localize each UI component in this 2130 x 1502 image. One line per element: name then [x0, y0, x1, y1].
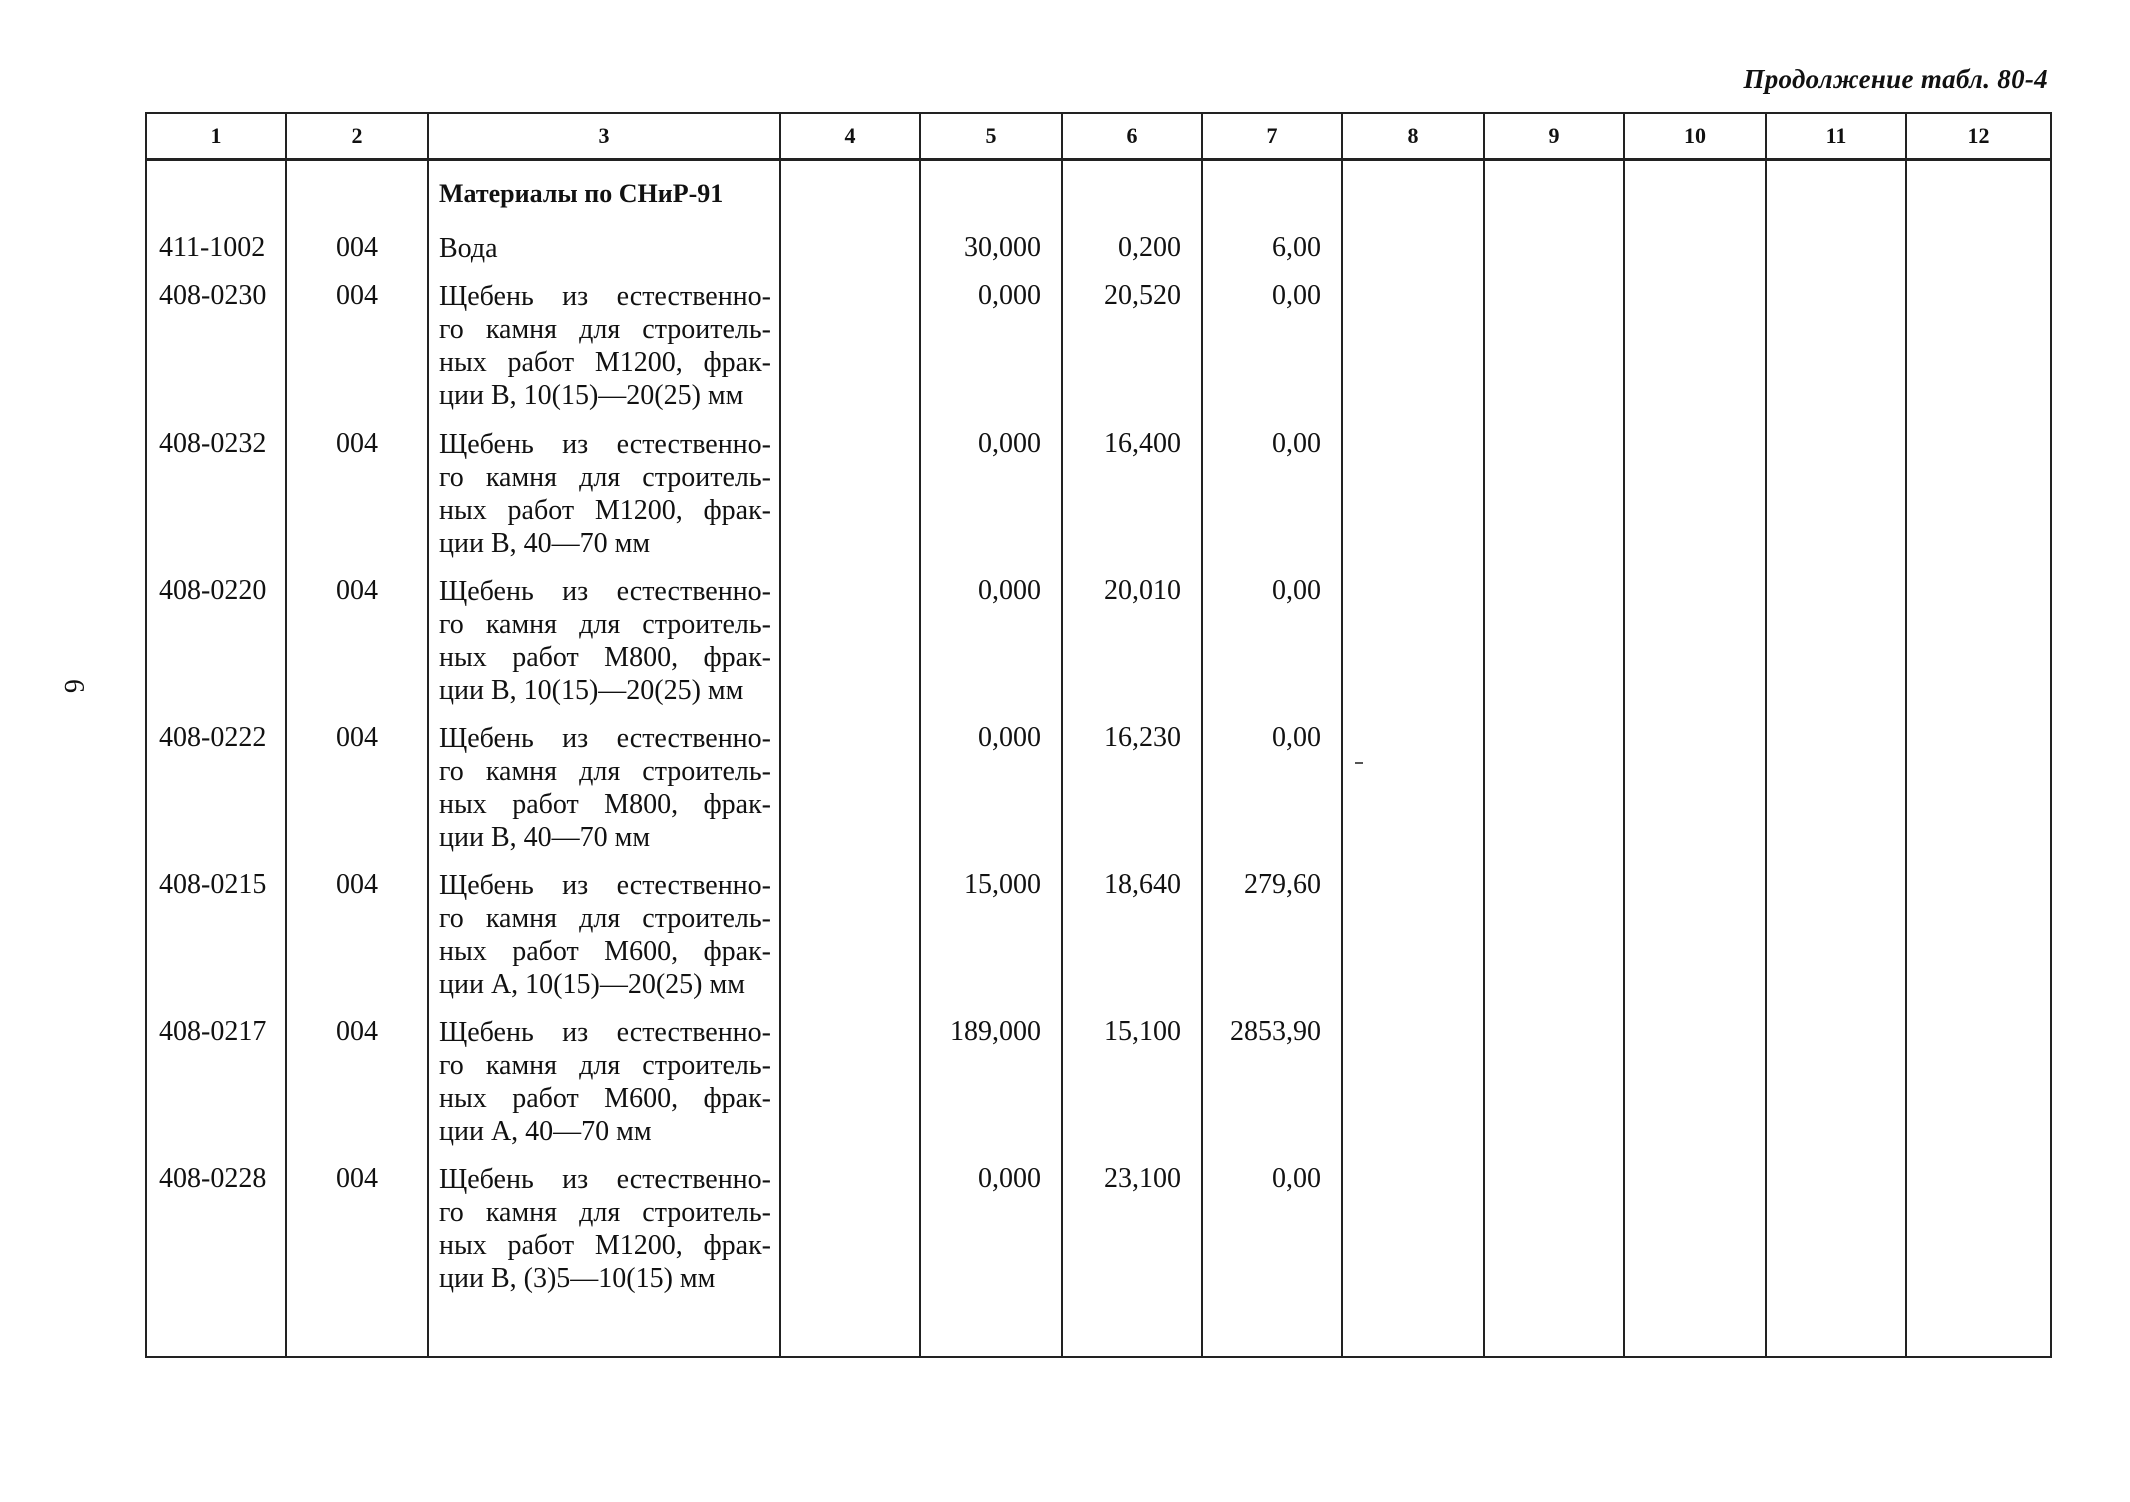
- column-number: 4: [780, 113, 920, 160]
- column-11-cell: [1766, 220, 1906, 268]
- material-name-line: ции В, 40—70 мм: [439, 821, 651, 853]
- unit-code-cell: 004: [286, 1151, 428, 1357]
- column-10-cell: [1624, 710, 1766, 857]
- column-8-cell: [1342, 416, 1484, 563]
- material-name-cell: [428, 268, 780, 415]
- material-name-line: го камня для строитель-: [439, 1197, 771, 1229]
- column-8-cell: [1342, 710, 1484, 857]
- column-6-value: 18,640: [1062, 857, 1202, 1004]
- column-number: 11: [1766, 113, 1906, 160]
- scan-mark: [1355, 762, 1363, 764]
- resource-code-cell: 408-0217: [146, 1004, 286, 1151]
- unit-code-cell: 004: [286, 857, 428, 1004]
- column-9-cell: [1484, 268, 1624, 415]
- resource-code-cell: 408-0232: [146, 416, 286, 563]
- column-number-header-row: [146, 113, 2051, 160]
- section-title: Материалы по СНиР-91: [428, 160, 780, 220]
- column-number: 12: [1906, 113, 2051, 160]
- material-name-line: го камня для строитель-: [439, 461, 771, 493]
- material-name-line: ции В, (3)5—10(15) мм: [439, 1263, 716, 1295]
- material-name-line: го камня для строитель-: [439, 314, 771, 346]
- material-name-line: Щебень из естественно-: [439, 1017, 771, 1049]
- column-7-value: 6,00: [1202, 220, 1342, 268]
- column-5-value: 0,000: [920, 1151, 1062, 1357]
- column-8-cell: [1342, 220, 1484, 268]
- column-6-value: 20,520: [1062, 268, 1202, 415]
- unit-code-cell: 004: [286, 710, 428, 857]
- table-continuation-caption: Продолжение табл. 80-4: [1743, 64, 2048, 94]
- material-name-line: ных работ М1200, фрак-: [439, 347, 771, 379]
- material-name-cell: [428, 416, 780, 563]
- column-6-value: 16,400: [1062, 416, 1202, 563]
- column-10-cell: [1624, 1151, 1766, 1357]
- table-row: [146, 416, 2051, 563]
- column-10-cell: [1624, 857, 1766, 1004]
- column-11-cell: [1766, 563, 1906, 710]
- column-9-cell: [1484, 1151, 1624, 1357]
- column-4-cell: [780, 268, 920, 415]
- material-name-line: ных работ М1200, фрак-: [439, 1230, 771, 1262]
- column-10-cell: [1624, 1004, 1766, 1151]
- column-6-value: 23,100: [1062, 1151, 1202, 1357]
- column-4-cell: [780, 563, 920, 710]
- column-9-cell: [1484, 416, 1624, 563]
- material-name-line: Щебень из естественно-: [439, 1164, 771, 1196]
- column-10-cell: [1624, 563, 1766, 710]
- column-6-value: 0,200: [1062, 220, 1202, 268]
- material-name-cell: [428, 710, 780, 857]
- material-name-line: го камня для строитель-: [439, 1050, 771, 1082]
- column-9-cell: [1484, 1004, 1624, 1151]
- column-7-value: 0,00: [1202, 1151, 1342, 1357]
- table-body: [146, 160, 2051, 1358]
- column-12-cell: [1906, 220, 2051, 268]
- resource-code-cell: 408-0215: [146, 857, 286, 1004]
- material-name-line: ных работ М1200, фрак-: [439, 494, 771, 526]
- table-row: [146, 710, 2051, 857]
- material-name-line: ных работ М800, фрак-: [439, 788, 771, 820]
- material-name-line: ции В, 10(15)—20(25) мм: [439, 380, 744, 412]
- table-row: [146, 268, 2051, 415]
- table-row: [146, 563, 2051, 710]
- material-name-cell: [428, 1151, 780, 1357]
- column-7-value: 0,00: [1202, 710, 1342, 857]
- column-10-cell: [1624, 416, 1766, 563]
- table-row: [146, 857, 2051, 1004]
- column-7-value: 0,00: [1202, 563, 1342, 710]
- column-9-cell: [1484, 857, 1624, 1004]
- material-name-line: Щебень из естественно-: [439, 428, 771, 460]
- unit-code-cell: 004: [286, 1004, 428, 1151]
- material-name-cell: [428, 563, 780, 710]
- column-4-cell: [780, 1004, 920, 1151]
- column-6-value: 15,100: [1062, 1004, 1202, 1151]
- column-4-cell: [780, 710, 920, 857]
- column-number: 7: [1202, 113, 1342, 160]
- material-name-line: Щебень из естественно-: [439, 722, 771, 754]
- resource-code-cell: 408-0230: [146, 268, 286, 415]
- column-9-cell: [1484, 563, 1624, 710]
- column-11-cell: [1766, 268, 1906, 415]
- column-5-value: 0,000: [920, 563, 1062, 710]
- column-4-cell: [780, 416, 920, 563]
- column-9-cell: [1484, 710, 1624, 857]
- material-name-line: ции В, 40—70 мм: [439, 527, 651, 559]
- column-number: 9: [1484, 113, 1624, 160]
- material-name-cell: [428, 857, 780, 1004]
- column-5-value: 15,000: [920, 857, 1062, 1004]
- column-12-cell: [1906, 563, 2051, 710]
- table-row: [146, 1151, 2051, 1357]
- column-12-cell: [1906, 710, 2051, 857]
- material-name-line: ных работ М600, фрак-: [439, 1083, 771, 1115]
- material-name-cell: [428, 220, 780, 268]
- column-5-value: 0,000: [920, 416, 1062, 563]
- unit-code-cell: 004: [286, 563, 428, 710]
- column-12-cell: [1906, 1004, 2051, 1151]
- column-5-value: 30,000: [920, 220, 1062, 268]
- column-7-value: 0,00: [1202, 416, 1342, 563]
- material-name-line: го камня для строитель-: [439, 608, 771, 640]
- column-8-cell: [1342, 1151, 1484, 1357]
- column-number: 5: [920, 113, 1062, 160]
- column-8-cell: [1342, 268, 1484, 415]
- column-8-cell: [1342, 1004, 1484, 1151]
- table-row: [146, 220, 2051, 268]
- material-name-line: Щебень из естественно-: [439, 575, 771, 607]
- column-8-cell: [1342, 563, 1484, 710]
- material-name-line: го камня для строитель-: [439, 755, 771, 787]
- column-12-cell: [1906, 268, 2051, 415]
- unit-code-cell: 004: [286, 220, 428, 268]
- material-name-line: ных работ М600, фрак-: [439, 935, 771, 967]
- column-number: 1: [146, 113, 286, 160]
- unit-code-cell: 004: [286, 416, 428, 563]
- resource-code-cell: 408-0228: [146, 1151, 286, 1357]
- column-10-cell: [1624, 268, 1766, 415]
- column-number: 8: [1342, 113, 1484, 160]
- column-7-value: 0,00: [1202, 268, 1342, 415]
- column-number: 10: [1624, 113, 1766, 160]
- resource-code-cell: 411-1002: [146, 220, 286, 268]
- column-5-value: 0,000: [920, 710, 1062, 857]
- column-number: 2: [286, 113, 428, 160]
- material-name-line: Щебень из естественно-: [439, 869, 771, 901]
- material-name-line: ции А, 40—70 мм: [439, 1116, 652, 1148]
- materials-table: [145, 112, 2052, 1358]
- column-4-cell: [780, 1151, 920, 1357]
- column-5-value: 0,000: [920, 268, 1062, 415]
- column-7-value: 2853,90: [1202, 1004, 1342, 1151]
- section-title-row: [146, 160, 2051, 220]
- material-name-line: ции А, 10(15)—20(25) мм: [439, 968, 745, 1000]
- column-8-cell: [1342, 857, 1484, 1004]
- column-4-cell: [780, 220, 920, 268]
- material-name-line: ции В, 10(15)—20(25) мм: [439, 674, 744, 706]
- material-name-cell: [428, 1004, 780, 1151]
- column-9-cell: [1484, 220, 1624, 268]
- column-6-value: 16,230: [1062, 710, 1202, 857]
- material-name-line: Вода: [439, 232, 498, 264]
- column-11-cell: [1766, 710, 1906, 857]
- column-10-cell: [1624, 220, 1766, 268]
- resource-code-cell: 408-0220: [146, 563, 286, 710]
- unit-code-cell: 004: [286, 268, 428, 415]
- column-11-cell: [1766, 1004, 1906, 1151]
- material-name-line: го камня для строитель-: [439, 902, 771, 934]
- material-name-line: ных работ М800, фрак-: [439, 641, 771, 673]
- column-12-cell: [1906, 857, 2051, 1004]
- resource-code-cell: 408-0222: [146, 710, 286, 857]
- column-11-cell: [1766, 1151, 1906, 1357]
- column-12-cell: [1906, 416, 2051, 563]
- column-6-value: 20,010: [1062, 563, 1202, 710]
- column-12-cell: [1906, 1151, 2051, 1357]
- column-5-value: 189,000: [920, 1004, 1062, 1151]
- column-11-cell: [1766, 857, 1906, 1004]
- column-4-cell: [780, 857, 920, 1004]
- table-row: [146, 1004, 2051, 1151]
- column-number: 3: [428, 113, 780, 160]
- material-name-line: Щебень из естественно-: [439, 281, 771, 313]
- column-11-cell: [1766, 416, 1906, 563]
- column-7-value: 279,60: [1202, 857, 1342, 1004]
- page-number: 6: [58, 679, 89, 693]
- column-number: 6: [1062, 113, 1202, 160]
